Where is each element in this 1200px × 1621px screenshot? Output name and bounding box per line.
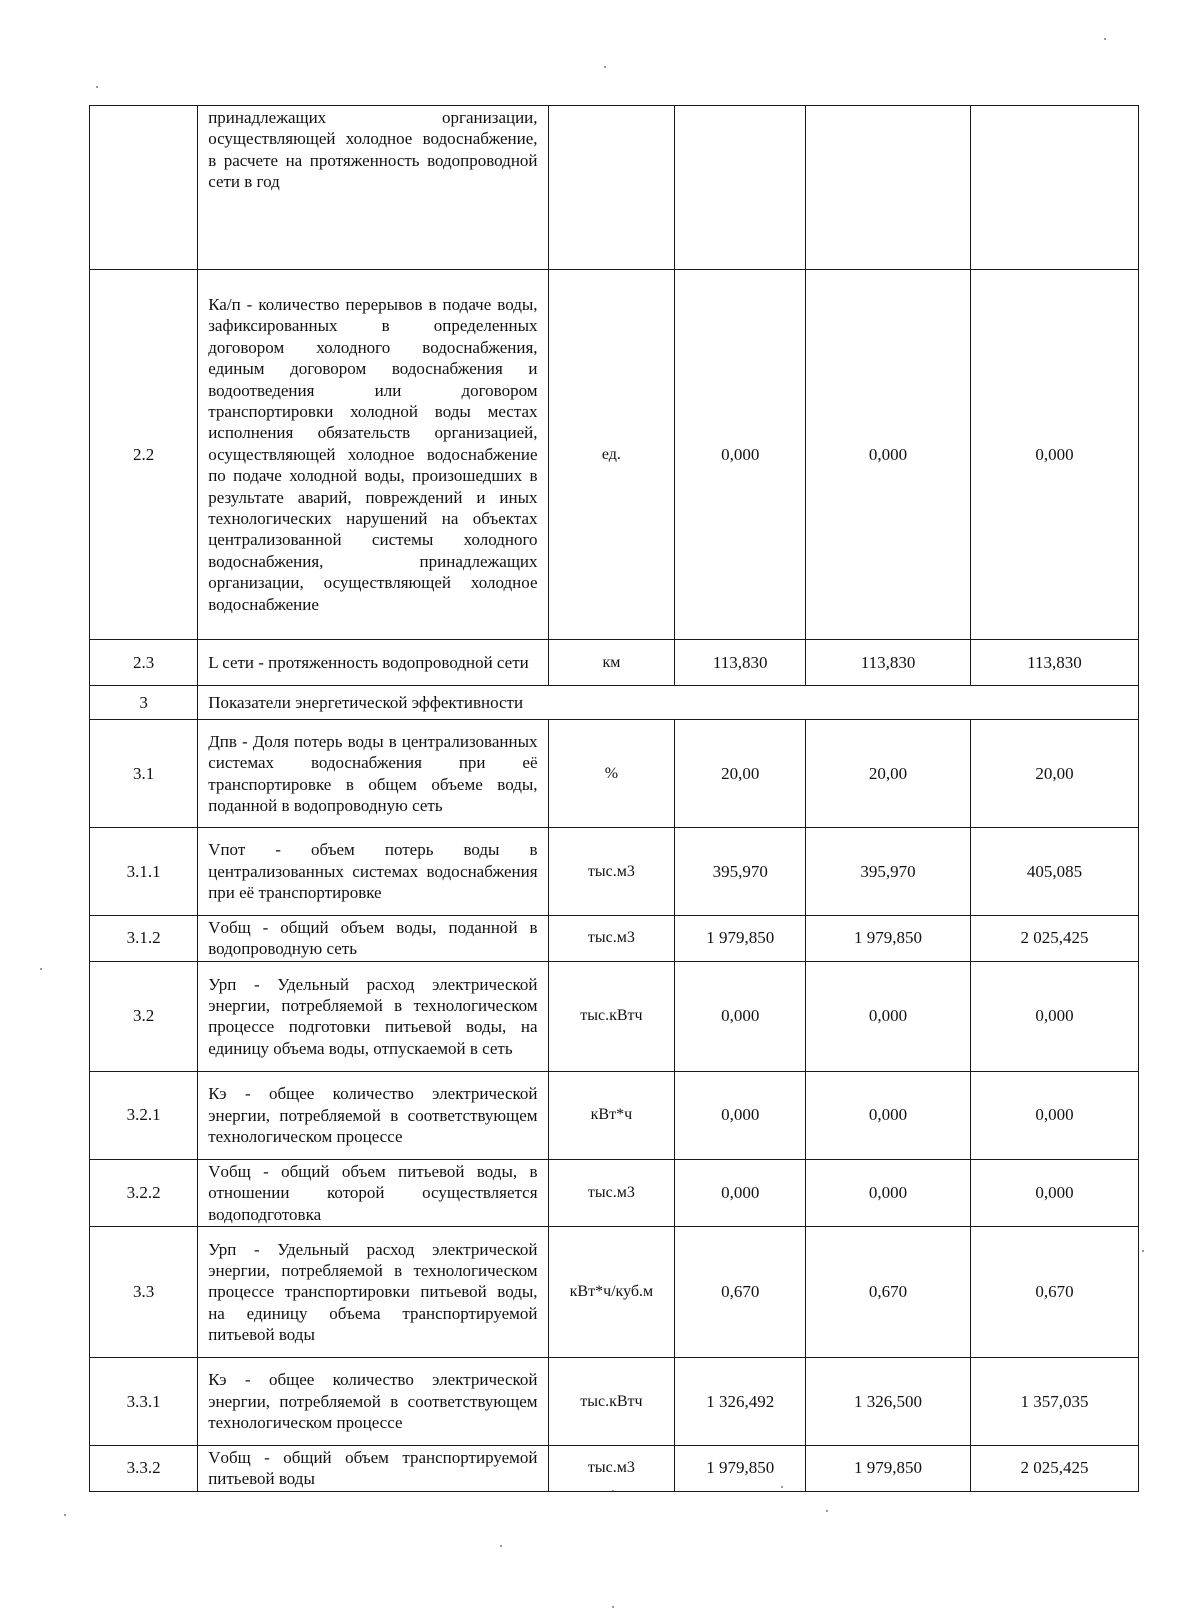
row-value-1: 113,830 [675,640,806,686]
row-value-3: 0,000 [970,1071,1138,1159]
row-value-2: 0,670 [806,1227,971,1358]
row-value-3: 2 025,425 [970,916,1138,962]
table-row [90,828,1139,916]
row-description: Урп - Удельный расход электрической энергии, потребляемой в технологическом процессе транспортировки питьевой воды, на единицу объема транспортируемой питьевой воды [198,1227,548,1358]
row-description: Vпот - объем потерь воды в централизованных системах водоснабжения при её транспортировке [198,828,548,916]
row-value-1: 1 979,850 [675,916,806,962]
row-number: 2.3 [90,640,198,686]
row-value-1: 0,000 [675,270,806,640]
row-value-3: 0,670 [970,1227,1138,1358]
row-value-2: 0,000 [806,1071,971,1159]
row-number: 2.2 [90,270,198,640]
table-row [90,720,1139,828]
table-row [90,1446,1139,1492]
row-unit: ед. [548,270,675,640]
row-value-1 [675,106,806,270]
row-value-1: 1 979,850 [675,1446,806,1492]
row-value-2: 0,000 [806,1159,971,1226]
row-value-1: 0,000 [675,1071,806,1159]
row-value-1: 395,970 [675,828,806,916]
row-description: Ка/п - количество перерывов в подаче воды, зафиксированных в определенных договором холодного водоснабжения, единым договором водоснабжения и водоотведения или договором транспортировки холодной воды местах исполнения обязательств организацией, осуществляющей холодное водоснабжение по подаче холодной воды, произошедших в результате аварий, повреждений и иных технологических нарушений на объектах централизованной системы холодного водоснабжения, принадлежащих организации, осуществляющей холодное водоснабжение [198,270,548,640]
row-number: 3.1.2 [90,916,198,962]
table-row [90,1071,1139,1159]
section-number: 3 [90,686,198,720]
row-value-3: 0,000 [970,961,1138,1071]
row-value-2: 0,000 [806,270,971,640]
row-value-3: 1 357,035 [970,1358,1138,1446]
table-row [90,1227,1139,1358]
row-value-3: 0,000 [970,1159,1138,1226]
table-row [90,270,1139,640]
row-number: 3.2 [90,961,198,1071]
row-unit [548,106,675,270]
row-value-3: 20,00 [970,720,1138,828]
row-description: Дпв - Доля потерь воды в централизованных системах водоснабжения при её транспортировке в общем объеме воды, поданной в водопроводную сеть [198,720,548,828]
table-row [90,1358,1139,1446]
row-description: Урп - Удельный расход электрической энергии, потребляемой в технологическом процессе подготовки питьевой воды, на единицу объема воды, отпускаемой в сеть [198,961,548,1071]
section-title: Показатели энергетической эффективности [198,686,1139,720]
row-value-3: 0,000 [970,270,1138,640]
row-description: Vобщ - общий объем питьевой воды, в отношении которой осуществляется водоподготовка [198,1159,548,1226]
row-number: 3.2.2 [90,1159,198,1226]
row-number: 3.2.1 [90,1071,198,1159]
row-description: Vобщ - общий объем воды, поданной в водопроводную сеть [198,916,548,962]
table-row [90,961,1139,1071]
row-value-2: 20,00 [806,720,971,828]
row-unit: тыс.м3 [548,1159,675,1226]
row-unit: тыс.м3 [548,916,675,962]
row-number: 3.1 [90,720,198,828]
row-number: 3.3 [90,1227,198,1358]
row-number [90,106,198,270]
row-value-3: 405,085 [970,828,1138,916]
row-unit: тыс.кВтч [548,1358,675,1446]
row-value-1: 0,670 [675,1227,806,1358]
row-value-2: 113,830 [806,640,971,686]
row-value-2: 1 979,850 [806,1446,971,1492]
row-description: принадлежащих организации, осуществляющей холодное водоснабжение, в расчете на протяженность водопроводной сети в год [198,106,548,270]
row-unit: тыс.м3 [548,828,675,916]
row-unit: тыс.кВтч [548,961,675,1071]
row-value-2: 1 979,850 [806,916,971,962]
row-value-2: 0,000 [806,961,971,1071]
row-value-3: 2 025,425 [970,1446,1138,1492]
row-value-1: 0,000 [675,961,806,1071]
row-unit: тыс.м3 [548,1446,675,1492]
row-value-3: 113,830 [970,640,1138,686]
row-description: L сети - протяженность водопроводной сети [198,640,548,686]
row-value-2: 1 326,500 [806,1358,971,1446]
table-row [90,1159,1139,1226]
row-number: 3.3.2 [90,1446,198,1492]
row-unit: % [548,720,675,828]
row-description: Vобщ - общий объем транспортируемой питьевой воды [198,1446,548,1492]
table-row [90,640,1139,686]
row-unit: км [548,640,675,686]
row-description: Кэ - общее количество электрической энергии, потребляемой в соответствующем технологическом процессе [198,1071,548,1159]
table-row [90,916,1139,962]
row-unit: кВт*ч/куб.м [548,1227,675,1358]
row-value-3 [970,106,1138,270]
row-description: Кэ - общее количество электрической энергии, потребляемой в соответствующем технологическом процессе [198,1358,548,1446]
table-row [90,106,1139,270]
row-value-2 [806,106,971,270]
row-value-2: 395,970 [806,828,971,916]
row-number: 3.1.1 [90,828,198,916]
indicators-table [89,105,1139,1492]
row-number: 3.3.1 [90,1358,198,1446]
row-value-1: 0,000 [675,1159,806,1226]
row-value-1: 20,00 [675,720,806,828]
section-row [90,686,1139,720]
row-value-1: 1 326,492 [675,1358,806,1446]
row-unit: кВт*ч [548,1071,675,1159]
